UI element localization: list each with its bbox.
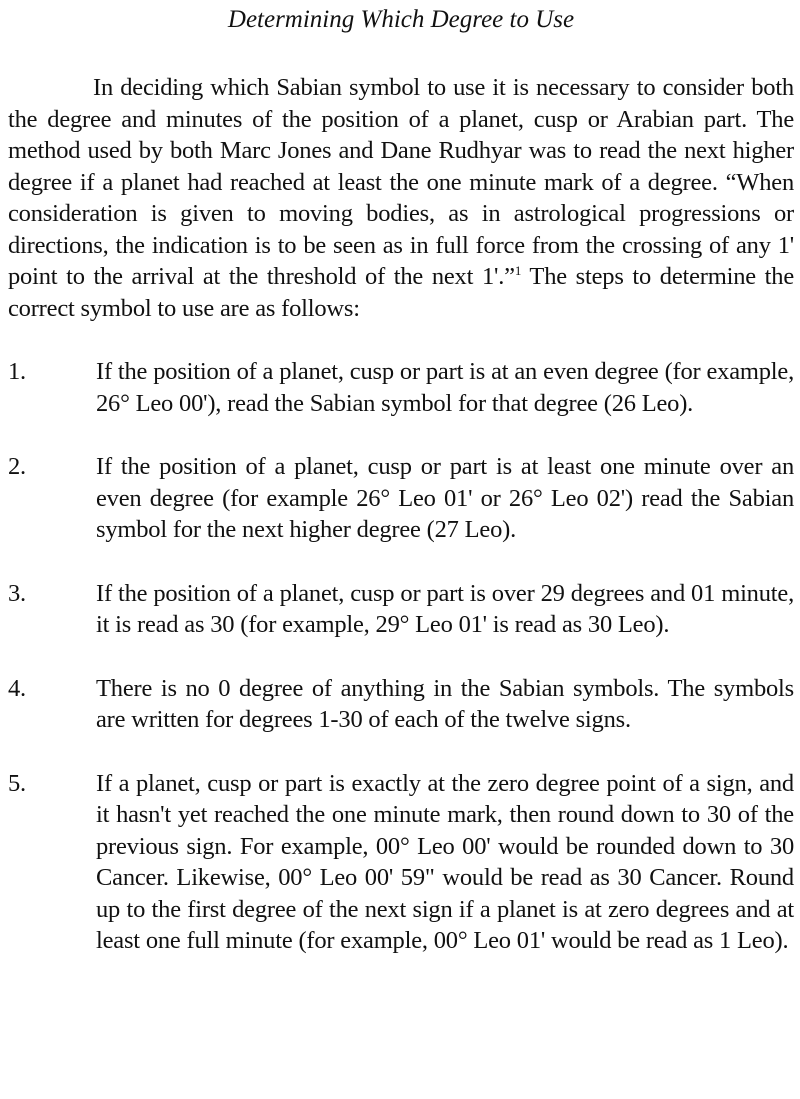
step-number: 1.: [8, 358, 26, 385]
step-number: 2.: [8, 453, 26, 480]
intro-paragraph: [8, 72, 794, 324]
step-item: [8, 578, 794, 641]
step-text: If the position of a planet, cusp or part is at an even degree (for example, 26° Leo 00'), read the Sabian symbol for that degree (26 Leo).: [96, 358, 794, 417]
document-page: [8, 0, 794, 957]
intro-text-continued: The steps to determine the correct symbol to use are as follows:: [8, 263, 795, 322]
step-number: 5.: [8, 769, 26, 797]
step-item: [8, 768, 794, 957]
section-title: Determining Which Degree to Use: [227, 6, 575, 33]
step-item: [8, 356, 794, 419]
step-text: If a planet, cusp or part is exactly at the zero degree point of a sign, and it hasn't yet reached the one minute mark, then round down to 30 of the previous sign. For example, 00° Leo 00' would be rounded down to 30 Cancer. Likewise, 00° Leo 00' 59" would be read as 30 Cancer. Round up to the first degree of the next sign if a planet is at zero degrees and at least one full minute (for example, 00° Leo 01' would be read as 1 Leo).: [96, 769, 794, 954]
step-text: If the position of a planet, cusp or part is at least one minute over an even degree (for example 26° Leo 01' or 26° Leo 02') read the Sabian symbol for the next higher degree (27 Leo).: [96, 453, 794, 543]
intro-text: In deciding which Sabian symbol to use it is necessary to consider both the degree and minutes of the position of a planet, cusp or Arabian part. The method used by both Marc Jones and Dane Rudhyar was to read the next higher degree if a planet had reached at least the one minute mark of a degree. “When consideration is given to moving bodies, as in astrological progressions or directions, the indication is to be seen as in full force from the crossing of any 1' point to the arrival at the threshold of the next 1'.”: [8, 74, 794, 290]
step-text: There is no 0 degree of anything in the Sabian symbols. The symbols are written for degrees 1-30 of each of the twelve signs.: [96, 674, 794, 733]
step-text: If the position of a planet, cusp or part is over 29 degrees and 01 minute, it is read as 30 (for example, 29° Leo 01' is read as 30 Leo).: [96, 579, 794, 638]
step-item: [8, 451, 794, 546]
step-number: 4.: [8, 674, 26, 702]
step-item: [8, 673, 794, 736]
step-number: 3.: [8, 579, 26, 607]
footnote-marker: 1: [514, 262, 522, 278]
steps-list: [8, 356, 794, 957]
